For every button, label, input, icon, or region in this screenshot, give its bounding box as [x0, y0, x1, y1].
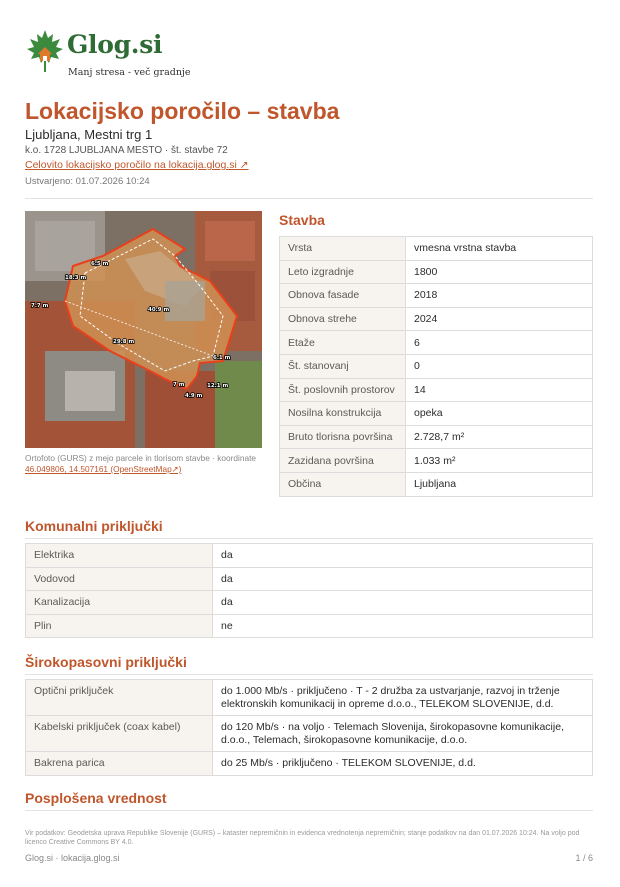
section-title-vrednost: Posplošena vrednost — [25, 790, 167, 806]
dim-label: 7 m — [173, 382, 185, 388]
data-source-note: Vir podatkov: Geodetska uprava Republike Slovenije (GURS) – kataster nepremičnin in evidenca vrednotenja nepremičnin; stanje podatkov na dan 01.07.2026 10:24. Na voljo pod licenco Creative Commons BY 4.0. — [25, 830, 580, 846]
row-label: Vodovod — [26, 567, 213, 591]
row-label: Obnova fasade — [280, 284, 406, 308]
building-table — [279, 236, 593, 497]
section-title-komunalni: Komunalni priključki — [25, 518, 163, 534]
row-value: da — [213, 591, 593, 615]
table-row — [280, 307, 593, 331]
full-report-link[interactable]: Celovito lokacijsko poročilo na lokacija.glog.si ↗ — [25, 159, 249, 171]
row-value: do 1.000 Mb/s · priključeno · T - 2 družba za ustvarjanje, razvoj in trženje elektronskih komunikacij in opreme d.o.o., TELEKOM SLOVENIJE, d.d. — [213, 680, 593, 716]
row-label: Bruto tlorisna površina — [280, 425, 406, 449]
dim-label: 6.5 m — [91, 261, 109, 267]
table-row — [26, 614, 593, 638]
table-row — [280, 354, 593, 378]
dim-label: 29.8 m — [113, 339, 135, 345]
dim-label: 18.3 m — [65, 275, 87, 281]
row-value: 6 — [406, 331, 593, 355]
dim-label: 12.1 m — [207, 383, 229, 389]
section-title-sirokopasovni: Širokopasovni priključki — [25, 654, 187, 670]
table-row — [280, 402, 593, 426]
table-row — [26, 544, 593, 568]
row-label: Bakrena parica — [26, 752, 213, 776]
row-value: ne — [213, 614, 593, 638]
row-value: 1800 — [406, 260, 593, 284]
row-label: Kanalizacija — [26, 591, 213, 615]
orthophoto-image — [25, 211, 262, 448]
map-caption — [25, 453, 265, 475]
utilities-table — [25, 543, 593, 638]
cadastral-info: k.o. 1728 LJUBLJANA MESTO · št. stavbe 72 — [25, 145, 228, 156]
row-value: 2024 — [406, 307, 593, 331]
table-row — [26, 680, 593, 716]
dim-label: 4.9 m — [185, 393, 203, 399]
row-label: Št. stanovanj — [280, 354, 406, 378]
section-title-stavba: Stavba — [279, 212, 325, 228]
row-label: Optični priključek — [26, 680, 213, 716]
row-value: 0 — [406, 354, 593, 378]
table-row — [280, 237, 593, 261]
map-caption-text: Ortofoto (GURS) z mejo parcele in tlorisom stavbe · koordinate — [25, 453, 257, 463]
row-label: Št. poslovnih prostorov — [280, 378, 406, 402]
divider — [25, 538, 593, 539]
created-timestamp: Ustvarjeno: 01.07.2026 10:24 — [25, 176, 150, 187]
row-label: Etaže — [280, 331, 406, 355]
dim-label: 40.9 m — [148, 307, 170, 313]
divider — [25, 810, 593, 811]
table-row — [26, 716, 593, 752]
row-value: da — [213, 567, 593, 591]
brand-tagline: Manj stresa - več gradnje — [68, 67, 191, 78]
row-label: Nosilna konstrukcija — [280, 402, 406, 426]
dim-label: 6.1 m — [213, 355, 231, 361]
row-value: 1.033 m² — [406, 449, 593, 473]
table-row — [280, 378, 593, 402]
row-label: Elektrika — [26, 544, 213, 568]
page-title: Lokacijsko poročilo – stavba — [25, 98, 340, 124]
row-label: Občina — [280, 472, 406, 496]
page-number: 1 / 6 — [575, 853, 593, 863]
row-value: 2.728,7 m² — [406, 425, 593, 449]
row-value: Ljubljana — [406, 472, 593, 496]
broadband-table — [25, 679, 593, 776]
address: Ljubljana, Mestni trg 1 — [25, 127, 153, 142]
divider — [25, 674, 593, 675]
row-value: da — [213, 544, 593, 568]
row-label: Vrsta — [280, 237, 406, 261]
coordinates-link[interactable]: 46.049806, 14.507161 (OpenStreetMap↗) — [25, 464, 182, 474]
divider — [25, 198, 593, 199]
row-value: 14 — [406, 378, 593, 402]
row-value: vmesna vrstna stavba — [406, 237, 593, 261]
row-value: do 120 Mb/s · na voljo · Telemach Slovenija, širokopasovne komunikacije, d.o.o., Telemach, širokopasovne komunikacije, d.o.o. — [213, 716, 593, 752]
table-row — [26, 567, 593, 591]
table-row — [280, 449, 593, 473]
maple-leaf-house-icon — [25, 28, 65, 78]
row-value: 2018 — [406, 284, 593, 308]
logo[interactable] — [25, 28, 225, 82]
table-row — [280, 260, 593, 284]
table-row — [26, 591, 593, 615]
orthophoto-map[interactable] — [25, 211, 262, 448]
row-value: do 25 Mb/s · priključeno · TELEKOM SLOVENIJE, d.d. — [213, 752, 593, 776]
row-label: Obnova strehe — [280, 307, 406, 331]
dim-label: 7.7 m — [31, 303, 49, 309]
footer-site: Glog.si · lokacija.glog.si — [25, 853, 120, 863]
table-row — [280, 472, 593, 496]
brand-name: Glog.si — [67, 30, 163, 59]
row-label: Zazidana površina — [280, 449, 406, 473]
table-row — [280, 425, 593, 449]
row-label: Plin — [26, 614, 213, 638]
table-row — [280, 331, 593, 355]
row-value: opeka — [406, 402, 593, 426]
table-row — [26, 752, 593, 776]
row-label: Leto izgradnje — [280, 260, 406, 284]
row-label: Kabelski priključek (coax kabel) — [26, 716, 213, 752]
table-row — [280, 284, 593, 308]
